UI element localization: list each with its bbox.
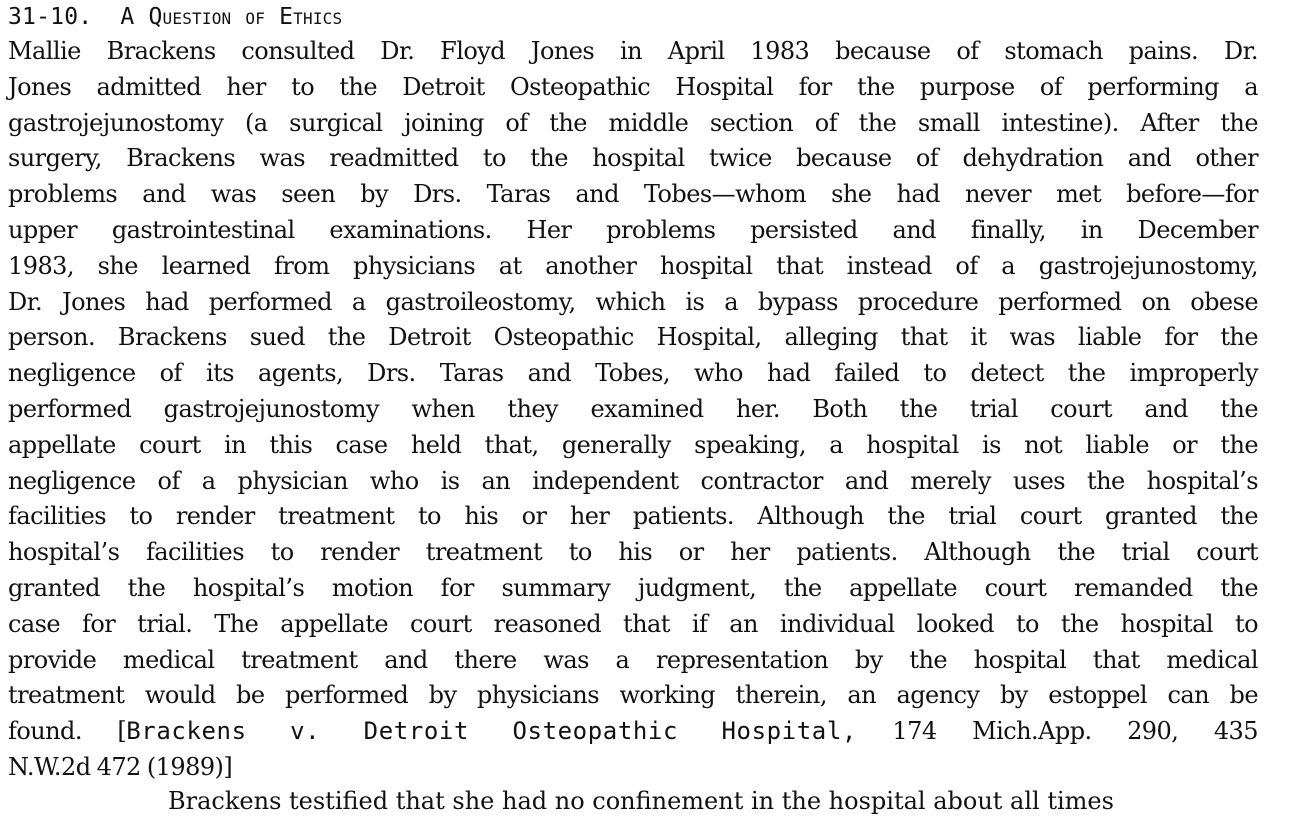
citation-line [8,714,1258,750]
paragraph-line: upper gastrointestinal examinations. Her problems persisted and finally, in December [8,215,1258,244]
document-page [8,0,1258,786]
paragraph-line: case for trial. The appellate court reasoned that if an individual looked to the hospital to [8,609,1258,638]
paragraph-line: facilities to render treatment to his or her patients. Although the trial court granted the [8,502,1258,531]
paragraph-line: performed gastrojejunostomy when they examined her. Both the trial court and the [8,394,1258,423]
paragraph-line: negligence of its agents, Drs. Taras and Tobes, who had failed to detect the improperly [8,359,1258,388]
paragraph-line: 1983, she learned from physicians at another hospital that instead of a gastrojejunostomy, [8,251,1258,280]
citation-reporter: 174 Mich.App. 290, 435 [856,717,1258,746]
paragraph-line: appellate court in this case held that, generally speaking, a hospital is not liable or the [8,430,1258,459]
paragraph-line: granted the hospital’s motion for summary judgment, the appellate court remanded the [8,573,1258,602]
paragraph-line: provide medical treatment and there was a representation by the hospital that medical [8,645,1258,674]
paragraph-line: negligence of a physician who is an independent contractor and merely uses the hospital’s [8,466,1258,495]
paragraph-line: problems and was seen by Drs. Taras and Tobes—whom she had never met before—for [8,180,1258,209]
citation-case-name: Brackens v. Detroit Osteopathic Hospital, [126,717,857,746]
section-heading [8,0,1258,34]
paragraph-line: surgery, Brackens was readmitted to the hospital twice because of dehydration and other [8,144,1258,173]
partial-next-line-text: Brackens testified that she had no confinement in the hospital about all times [168,787,1114,815]
case-paragraph [8,34,1258,786]
paragraph-line: treatment would be performed by physicians working therein, an agency by estoppel can be [8,681,1258,710]
section-title: A Question of Ethics [120,4,343,30]
paragraph-final-line: N.W.2d 472 (1989)] [8,752,233,781]
section-number: 31-10. [8,4,93,30]
partial-next-line [8,783,1258,815]
paragraph-line: person. Brackens sued the Detroit Osteopathic Hospital, alleging that it was liable for the [8,323,1258,352]
paragraph-line: Mallie Brackens consulted Dr. Floyd Jones in April 1983 because of stomach pains. Dr. [8,37,1258,65]
paragraph-line: hospital’s facilities to render treatment to his or her patients. Although the trial court [8,538,1258,567]
citation-lead: found. [ [8,717,127,746]
paragraph-line: Jones admitted her to the Detroit Osteopathic Hospital for the purpose of performing a [8,72,1258,101]
paragraph-line: gastrojejunostomy (a surgical joining of the middle section of the small intestine). After the [8,108,1258,137]
paragraph-line: Dr. Jones had performed a gastroileostomy, which is a bypass procedure performed on obese [8,287,1258,316]
